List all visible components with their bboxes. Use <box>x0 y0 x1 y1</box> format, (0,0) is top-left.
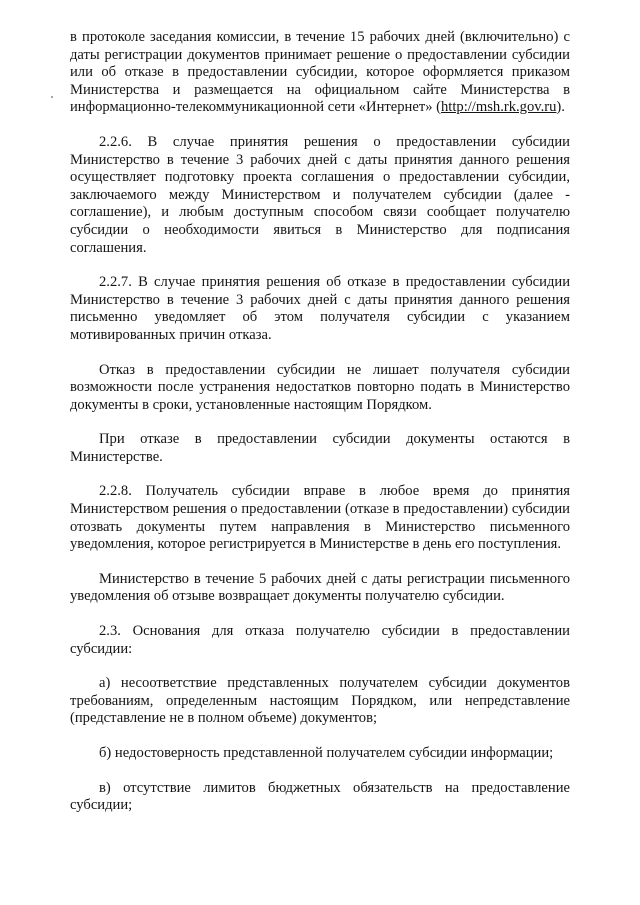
list-item-v: в) отсутствие лимитов бюджетных обязательств на предоставление субсидии; <box>70 779 570 814</box>
paragraph-commission-decision <box>70 29 570 117</box>
paragraph-2-2-6: 2.2.6. В случае принятия решения о предоставлении субсидии Министерство в течение 3 рабочих дней с даты принятия данного решения осуществляет подготовку проекта соглашения о предоставлении субсидии, заключаемого между Министерством и получателем субсидии (далее - соглашение), и любым доступным способом связи сообщает получателю субсидии о необходимости явиться в Министерство для подписания соглашения. <box>70 133 570 256</box>
paragraph-documents-remain: При отказе в предоставлении субсидии документы остаются в Министерстве. <box>70 431 570 465</box>
paragraph-refusal-reapply: Отказ в предоставлении субсидии не лишает получателя субсидии возможности после устранения недостатков повторно подать в Министерство документы в сроки, установленные настоящим Порядком. <box>70 361 570 413</box>
list-item-b: б) недостоверность представленной получателем субсидии информации; <box>99 745 554 761</box>
ministry-website-link[interactable]: http://msh.rk.gov.ru <box>441 99 557 116</box>
paragraph-2-2-8: 2.2.8. Получатель субсидии вправе в любое время до принятия Министерством решения о предоставлении (отказе в предоставлении) субсидии отозвать документы путем направления в Министерство письменного уведомления, которое регистрируется в Министерстве в день его поступления. <box>70 483 570 553</box>
scan-speck <box>51 96 53 98</box>
paragraph-commission-decision-text: в протоколе заседания комиссии, в течение 15 рабочих дней (включительно) с даты регистрации документов принимает решение о предоставлении субсидии или об отказе в предоставлении субсидии, которое оформляется приказом Министерства и размещается на официальном сайте Министерства в информационно-телекоммуникационной сети «Интернет» ( <box>70 29 570 116</box>
paragraph-commission-decision-end: ). <box>556 99 565 116</box>
paragraph-2-2-7: 2.2.7. В случае принятия решения об отказе в предоставлении субсидии Министерство в течение 3 рабочих дней с даты принятия данного решения письменно уведомляет об этом получателя субсидии с указанием мотивированных причин отказа. <box>70 274 570 343</box>
paragraph-return-documents: Министерство в течение 5 рабочих дней с даты регистрации письменного уведомления об отзыве возвращает документы получателю субсидии. <box>70 570 570 605</box>
document-body <box>70 29 570 815</box>
list-item-a: а) несоответствие представленных получателем субсидии документов требованиям, определенным настоящим Порядком, или непредставление (представление не в полном объеме) документов; <box>70 675 570 727</box>
paragraph-2-3: 2.3. Основания для отказа получателю субсидии в предоставлении субсидии: <box>70 623 570 657</box>
